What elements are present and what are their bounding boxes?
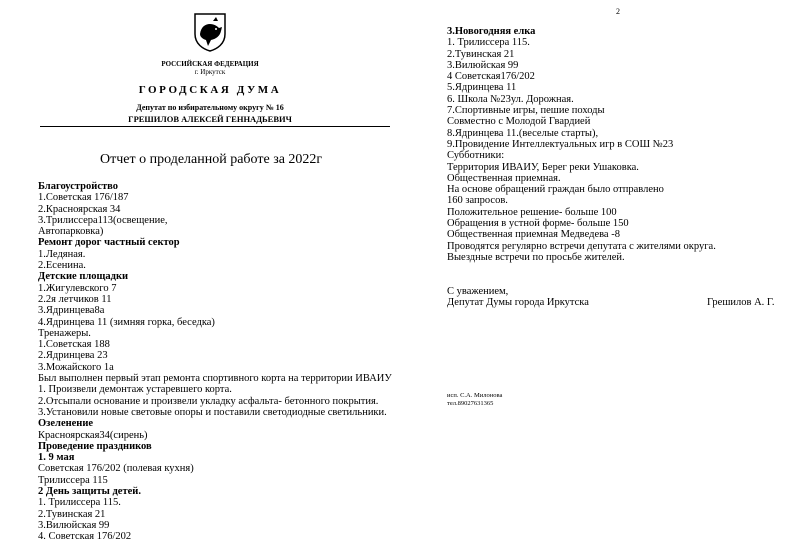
report-line: 3.Вилюйская 99 — [447, 59, 519, 71]
report-line: 2.Тувинская 21 — [38, 508, 106, 520]
report-line: Проведение праздников — [38, 440, 152, 452]
report-line: 3.Новогодняя елка — [447, 26, 536, 37]
report-line: 1. Трилиссера 115. — [447, 37, 530, 49]
executor-phone: тел.89027631365 — [447, 400, 494, 407]
report-line: 160 запросов. — [447, 195, 508, 207]
report-line: Детские площадки — [38, 271, 129, 283]
report-line: Был выполнен первый этап ремонта спортивного корта на территории ИВАИУ — [38, 373, 392, 385]
report-line: Озеленение — [38, 418, 94, 430]
report-line: 2.Красноярская 34 — [38, 203, 121, 215]
report-line: 6. Школа №23ул. Дорожная. — [447, 93, 574, 105]
report-line: 2.Ядринцева 23 — [38, 350, 108, 362]
report-line: 3.Можайского 1а — [38, 361, 114, 373]
executor-name: исп. С.А. Милонова — [447, 392, 503, 399]
report-line: Территория ИВАИУ, Берег реки Ушаковка. — [447, 161, 639, 173]
report-line: Ремонт дорог частный сектор — [38, 237, 180, 249]
closing-position: Депутат Думы города Иркутска — [447, 297, 589, 309]
header-federation: РОССИЙСКАЯ ФЕДЕРАЦИЯ — [161, 60, 259, 68]
report-line: 3.Ядринцева8а — [38, 305, 105, 317]
report-line: 1.Жигулевского 7 — [38, 282, 117, 294]
signature-name: Грешилов А. Г. — [707, 297, 775, 308]
report-body-right — [447, 26, 716, 263]
report-page-2 — [420, 0, 800, 535]
report-line: 1. 9 мая — [38, 452, 75, 464]
irkutsk-coat-of-arms-icon — [193, 12, 227, 52]
report-line: 4.Ядринцева 11 (зимняя горка, беседка) — [38, 316, 215, 328]
report-line: 8.Ядринцева 11.(веселые старты), — [447, 127, 599, 139]
report-line: Совместно с Молодой Гвардией — [447, 116, 591, 128]
report-line: Красноярская34(сирень) — [38, 429, 148, 441]
report-line: 3.Трилиссера113(освещение, — [38, 214, 168, 226]
report-line: Советская 176/202 (полевая кухня) — [38, 463, 194, 475]
report-line: 1. Трилиссера 115. — [38, 497, 121, 509]
report-line: Благоустройство — [38, 181, 118, 192]
report-line: Общественная приемная Медведева -8 — [447, 229, 620, 241]
report-line: Тренажеры. — [38, 327, 91, 339]
report-line: 5.Ядринцева 11 — [447, 82, 517, 94]
report-line: Трилиссера 115 — [38, 474, 108, 486]
closing-block — [447, 286, 589, 309]
report-line: 2.Тувинская 21 — [447, 48, 515, 60]
report-line: Автопарковка) — [38, 226, 104, 238]
report-line: 3.Вилюйская 99 — [38, 519, 110, 531]
report-line: Субботники: — [447, 150, 505, 162]
report-line: 1.Советская 176/187 — [38, 192, 129, 204]
report-line: 4. Советская 176/202 — [38, 531, 132, 543]
report-line: 1.Советская 188 — [38, 339, 110, 351]
report-line: Общественная приемная. — [447, 172, 561, 184]
report-line: Проводятся регулярно встречи депутата с жителями округа. — [447, 240, 716, 252]
header-deputy-name: ГРЕШИЛОВ АЛЕКСЕЙ ГЕННАДЬЕВИЧ — [128, 114, 292, 124]
report-line: Выездные встречи по просьбе жителей. — [447, 251, 625, 263]
report-line: 1.Ледяная. — [38, 248, 86, 260]
report-line: 9.Провидение Интеллектуальных игр в СОШ №23 — [447, 138, 674, 150]
document-title: Отчет о проделанной работе за 2022г — [100, 152, 323, 167]
report-line: 2.Отсыпали основание и произвели укладку асфальта- бетонного покрытия. — [38, 395, 379, 407]
report-line: Положительное решение- больше 100 — [447, 206, 617, 218]
report-line: 2 День защиты детей. — [38, 486, 141, 498]
report-body-left — [38, 181, 392, 543]
report-line: На основе обращений граждан было отправлено — [447, 184, 664, 196]
header-duma: ГОРОДСКАЯ ДУМА — [138, 84, 282, 96]
report-line: Обращения в устной форме- больше 150 — [447, 218, 629, 230]
header-divider — [40, 126, 390, 127]
report-line: 7.Спортивные игры, пешие походы — [447, 105, 605, 117]
header-city: г. Иркутск — [194, 68, 226, 76]
closing-greeting: С уважением, — [447, 286, 509, 297]
header-deputy-district: Депутат по избирательному округу № 16 — [136, 103, 284, 112]
report-line: 3.Установили новые световые опоры и поставили светодиодные светильники. — [38, 406, 387, 418]
report-line: 4 Советская176/202 — [447, 71, 535, 83]
report-line: 1. Произвели демонтаж устаревшего корта. — [38, 384, 232, 396]
report-line: 2.2я летчиков 11 — [38, 293, 112, 305]
page-number: 2 — [616, 7, 620, 16]
report-line: 2.Есенина. — [38, 260, 86, 272]
